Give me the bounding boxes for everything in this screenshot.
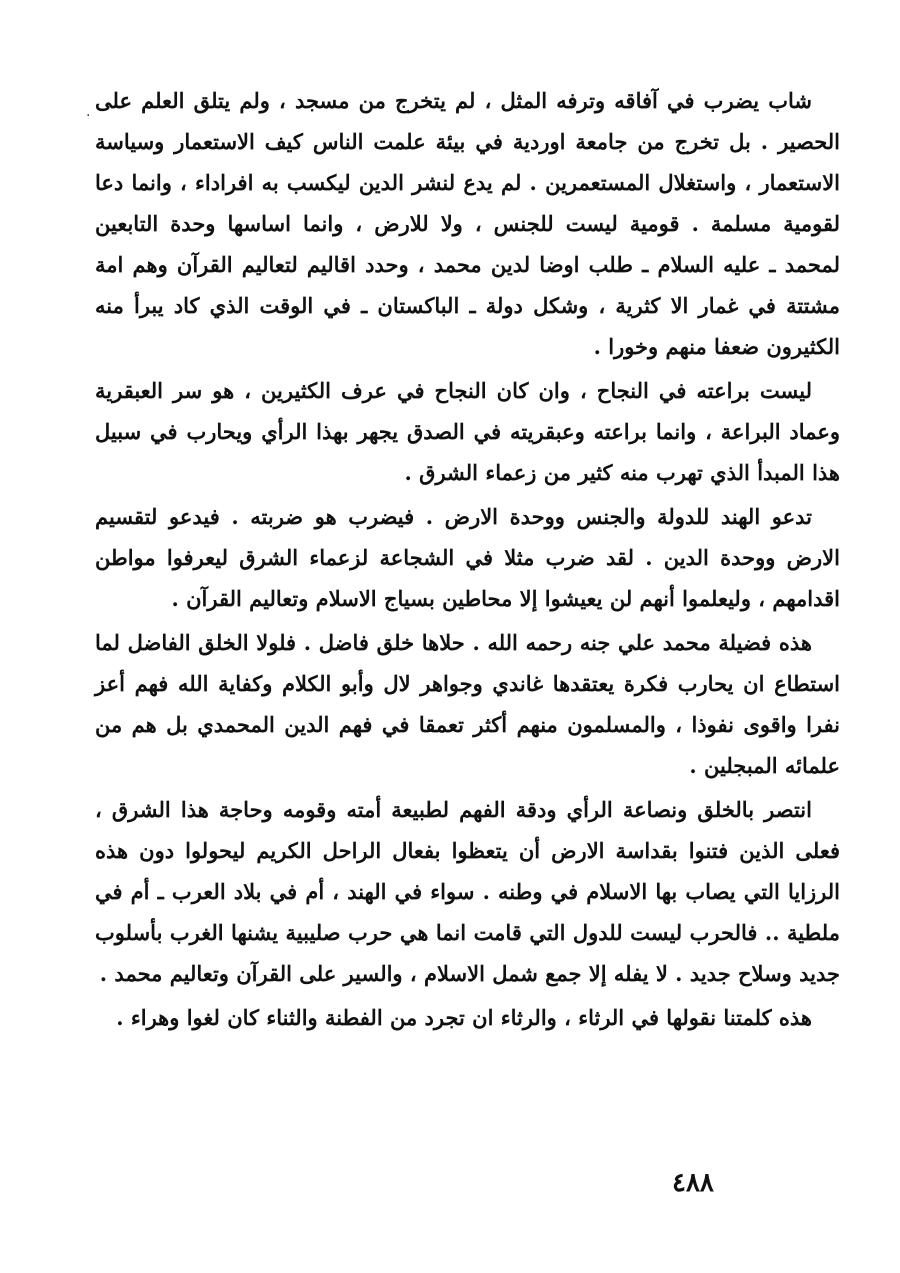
margin-mark: · (86, 108, 91, 124)
paragraph-6: هذه كلمتنا نقولها في الرثاء ، والرثاء ان تجرد من الفطنة والثناء كان لغوا وهراء . (116, 1005, 812, 1030)
page-number: ٤٨٨ (672, 1168, 714, 1198)
paragraph-5: انتصر بالخلق ونصاعة الرأي ودقة الفهم لطبيعة أمته وقومه وحاجة هذا الشرق ، فعلى الذين فتنوا بقداسة الارض أن يتعظوا بفعال الراحل الكريم ليحولوا دون هذه الرزايا التي يصاب بها الاسلام في وطنه . سواء في الهند ، أم في بلاد العرب ـ أم في ملطية .. فالحرب ليست للدول التي قامت انما هي حرب صليبية يشنها الغرب بأسلوب جديد وسلاح جديد . لا يفله إلا جمع شمل الاسلام ، والسير على القرآن وتعاليم محمد . (95, 797, 840, 986)
paragraph-4: هذه فضيلة محمد علي جنه رحمه الله . حلاها خلق فاضل . فلولا الخلق الفاضل لما استطاع ان يحارب فكرة يعتقدها غاندي وجواهر لال وأبو الكلام وكفاية الله فهم أعز نفرا واقوى نفوذا ، والمسلمون منهم أكثر تعمقا في فهم الدين المحمدي بل هم من علمائه المبجلين . (95, 630, 840, 778)
article-body (95, 80, 840, 1041)
paragraph-2: ليست براعته في النجاح ، وان كان النجاح في عرف الكثيرين ، هو سر العبقرية وعماد البراعة ، وانما براعته وعبقريته في الصدق يجهر بهذا الرأي ويحارب في سبيل هذا المبدأ الذي تهرب منه كثير من زعماء الشرق . (95, 378, 840, 485)
paragraph-1: شاب يضرب في آفاقه وترفه المثل ، لم يتخرج من مسجد ، ولم يتلق العلم على الحصير . بل تخرج من جامعة اوردية في بيئة علمت الناس كيف الاستعمار وسياسة الاستعمار ، واستغلال المستعمرين . لم يدع لنشر الدين ليكسب به افراداء ، وانما دعا لقومية مسلمة . قومية ليست للجنس ، ولا للارض ، وانما اساسها وحدة التابعين لمحمد ـ عليه السلام ـ طلب اوضا لدين محمد ، وحدد اقاليم لتعاليم القرآن وهم امة مشتتة في غمار الا كثرية ، وشكل دولة ـ الباكستان ـ في الوقت الذي كاد يبرأ منه الكثيرون ضعفا منهم وخورا . (95, 88, 840, 359)
paragraph-3: تدعو الهند للدولة والجنس ووحدة الارض . فيضرب هو ضربته . فيدعو لتقسيم الارض ووحدة الدين . لقد ضرب مثلا في الشجاعة لزعماء الشرق ليعرفوا مواطن اقدامهم ، وليعلموا أنهم لن يعيشوا إلا محاطين بسياج الاسلام وتعاليم القرآن . (95, 504, 840, 611)
